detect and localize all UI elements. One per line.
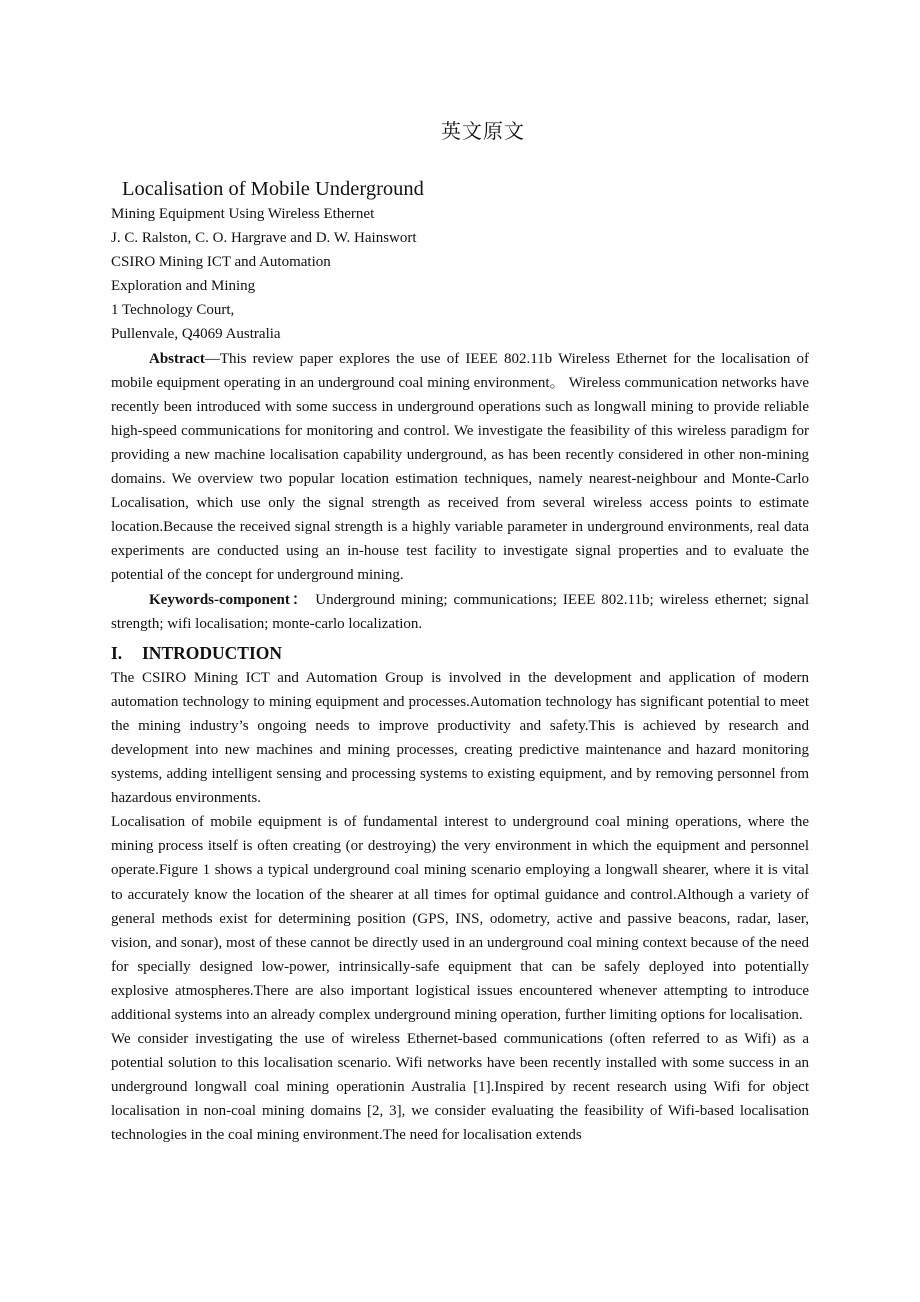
- section-title: INTRODUCTION: [142, 642, 283, 663]
- address-line: 1 Technology Court,: [111, 302, 235, 319]
- page-heading: 英文原文: [441, 119, 525, 143]
- abstract-text: —This review paper explores the use of IEEE 802.11b Wireless Ethernet for the localisation of mobile equipment operating in an underground coal mining environment。 Wireless communication networks have recently been introduced with some success in underground operations such as longwall mining to provide reliable high-speed communications for monitoring and control. We investigate the feasibility of this wireless paradigm for providing a new machine localisation capability underground, as has been recently considered in other non-mining domains. We overview two popular location estimation techniques, namely nearest-neighbour and Monte-Carlo Localisation, which use only the signal strength as received from several wireless access points to estimate location.Because the received signal strength is a highly variable parameter in underground environments, real data experiments are conducted using an in-house test facility to investigate signal properties and to evaluate the potential of the concept for underground mining.: [111, 350, 809, 584]
- abstract-label: Abstract: [149, 350, 205, 367]
- body-paragraph: We consider investigating the use of wireless Ethernet-based communications (often referred to as Wifi) as a potential solution to this localisation scenario. Wifi networks have been recently installed with some success in an underground longwall coal mining operationin Australia [1].Inspired by recent research using Wifi for object localisation in non-coal mining domains [2, 3], we consider evaluating the feasibility of Wifi-based localisation technologies in the coal mining environment.The need for localisation extends: [111, 1031, 809, 1144]
- abstract-paragraph: [111, 347, 809, 588]
- body-paragraph: The CSIRO Mining ICT and Automation Group is involved in the development and application of modern automation technology to mining equipment and processes.Automation technology has significant potential to meet the mining industry’s ongoing needs to improve productivity and safety.This is achieved by research and development into new machines and mining processes, creating predictive maintenance and hazard monitoring systems, adding intelligent sensing and processing systems to existing equipment, and by removing personnel from hazardous environments.: [111, 669, 809, 807]
- affiliation-line: CSIRO Mining ICT and Automation: [111, 254, 331, 271]
- body-paragraph: Localisation of mobile equipment is of fundamental interest to underground coal mining operations, where the mining process itself is often creating (or destroying) the very environment in which the equipment and personnel operate.Figure 1 shows a typical underground coal mining scenario employing a longwall shearer, where it is vital to accurately know the location of the shearer at all times for optimal guidance and control.Although a variety of general methods exist for determining position (GPS, INS, odometry, active and passive beacons, radar, laser, vision, and sonar), most of these cannot be directly used in an underground coal mining context because of the need for specially designed low-power, intrinsically-safe equipment that can be safely deployed into potentially explosive atmospheres.There are also important logistical issues encountered whenever attempting to introduce additional systems into an already complex underground mining operation, further limiting options for localisation.: [111, 814, 809, 1023]
- subtitle-line: Mining Equipment Using Wireless Ethernet: [111, 206, 375, 222]
- paper-title: Localisation of Mobile Underground: [122, 178, 424, 200]
- author-block: [111, 202, 809, 347]
- section-number: I.: [111, 642, 123, 663]
- paper-body: [111, 176, 809, 1148]
- city-line: Pullenvale, Q4069 Australia: [111, 326, 281, 343]
- division-line: Exploration and Mining: [111, 278, 256, 295]
- section-heading: [111, 640, 809, 666]
- keywords-paragraph: [111, 588, 809, 636]
- keywords-label: Keywords-component：: [149, 591, 310, 608]
- keywords-text: Underground mining; communications; IEEE 802.11b; wireless ethernet; signal strength; wifi localisation; monte-carlo localization.: [111, 591, 809, 632]
- authors-line: J. C. Ralston, C. O. Hargrave and D. W. Hainswort: [111, 230, 417, 247]
